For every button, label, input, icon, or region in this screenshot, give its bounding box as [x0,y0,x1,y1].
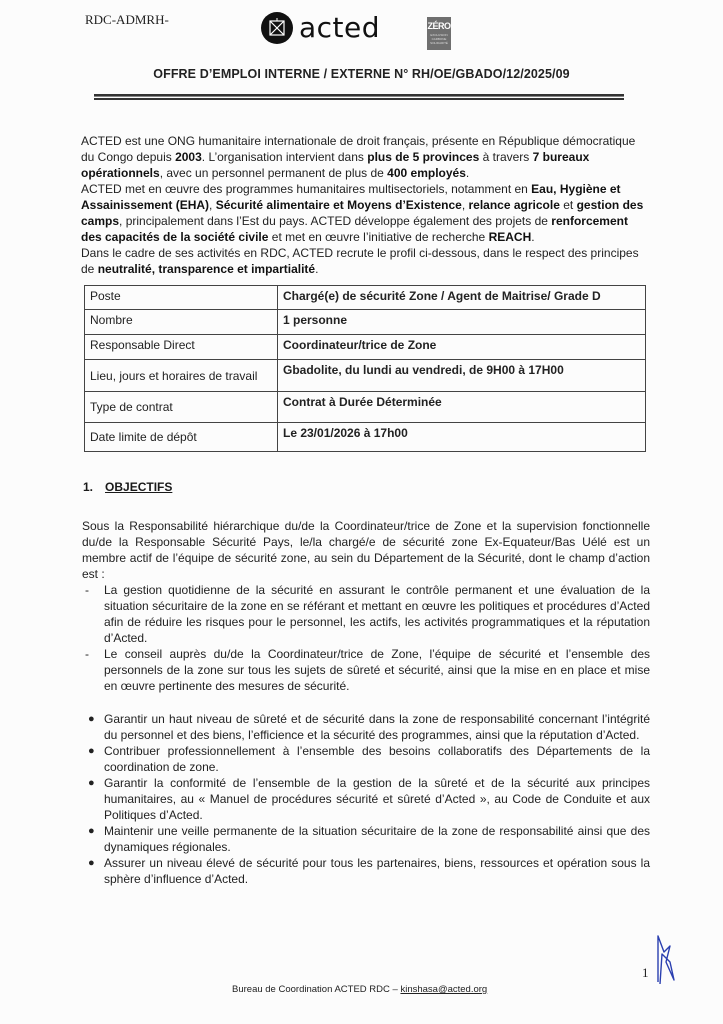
row-value: Chargé(e) de sécurité Zone / Agent de Maitrise/ Grade D [278,286,646,310]
page-number: 1 [642,965,649,980]
bullet-list [82,711,650,887]
row-value: Coordinateur/trice de Zone [278,335,646,360]
footer-email-link[interactable]: kinshasa@acted.org [400,984,488,995]
row-label: Poste [85,286,278,310]
list-item: ● Garantir la conformité de l’ensemble de la gestion de la sûreté et de la sécurité aux principes humanitaires, au « Manuel de procédures sécurité et sûreté d’Acted », au Code de Conduite et aux Politiques d’Acted. [88,776,650,822]
row-value: 1 personne [278,310,646,335]
list-item: ● Contribuer professionnellement à l’ensemble des besoins collaboratifs des Départements de la coordination de zone. [88,744,650,774]
list-item: ● Maintenir une veille permanente de la situation sécuritaire de la zone de responsabilité ainsi que des dynamiques régionales. [88,824,650,854]
section-heading-objectifs: 1. OBJECTIFS [83,480,173,494]
row-value: Gbadolite, du lundi au vendredi, de 9H00 à 17H00 [278,360,646,392]
bullet-icon: ● [88,825,95,837]
intro-paragraph-3: Dans le cadre de ses activités en RDC, ACTED recrute le profil ci-dessous, dans le respect des principes de neutralité, transparence et impartialité. [81,246,639,276]
table-row [85,335,646,360]
list-item: - La gestion quotidienne de la sécurité en assurant le contrôle permanent et une évaluation de la situation sécuritaire de la zone en se référant et mettant en œuvre les politiques et procédures d’Acted afin de réduire les risques pour le personnel, les actifs, les activités programmatiques et la réputation d’Acted. [85,583,650,645]
acted-x-circle-icon [261,12,293,44]
bullet-icon: ● [88,713,95,725]
table-row [85,392,646,423]
acted-logo [261,12,380,44]
intro-section [81,133,651,277]
list-item: ● Garantir un haut niveau de sûreté et de sécurité dans la zone de responsabilité concernant l’intégrité du personnel et des biens, l’efficience et la sécurité des programmes, ainsi que la réputation d’Acted. [88,712,650,742]
zero-exclusion-badge: ZÉRO EXCLUSION CARBONE SOLIDARITÉ [427,17,451,50]
acted-logo-text: acted [299,11,381,44]
table-row [85,360,646,392]
table-row [85,310,646,335]
row-value: Le 23/01/2026 à 17h00 [278,423,646,452]
row-label: Nombre [85,310,278,335]
list-item: - Le conseil auprès du/de la Coordinateur/trice de Zone, l’équipe de sécurité et l’ensemble des personnels de la zone sur tous les sujets de sûreté et sécurité, ainsi que la mise en en place et mise en œuvre pertinente des mesures de sécurité. [85,647,650,693]
bullet-icon: ● [88,745,95,757]
bullet-icon: ● [88,857,95,869]
document-reference: RDC-ADMRH- [85,12,169,27]
intro-paragraph-1: ACTED est une ONG humanitaire internationale de droit français, présente en République démocratique du Congo depuis 2003. L’organisation intervient dans plus de 5 provinces à travers 7 bureaux opérationnels, avec un personnel permanent de plus de 400 employés. [81,134,636,180]
title-divider [94,94,624,100]
page-footer: Bureau de Coordination ACTED RDC – kinshasa@acted.org [232,984,488,995]
row-label: Date limite de dépôt [85,423,278,452]
row-label: Lieu, jours et horaires de travail [85,360,278,392]
objectives-section [82,518,650,887]
bullet-icon: ● [88,777,95,789]
row-value: Contrat à Durée Déterminée [278,392,646,423]
row-label: Responsable Direct [85,335,278,360]
row-label: Type de contrat [85,392,278,423]
table-row [85,286,646,310]
dash-list [82,582,650,694]
signature-initials-icon [652,932,682,993]
dash-marker-icon: - [85,647,89,661]
dash-marker-icon: - [85,583,89,597]
job-offer-title: OFFRE D’EMPLOI INTERNE / EXTERNE N° RH/OE/GBADO/12/2025/09 [153,67,570,81]
objectives-lead: Sous la Responsabilité hiérarchique du/de la Coordinateur/trice de Zone et la supervision fonctionnelle du/de la Responsable Sécurité Pays, le/la chargé/e de sécurité zone Ex-Equateur/Bas Uélé est un membre actif de l’équipe de sécurité zone, au sein du Département de la Sécurité, dont le champ d’action est : [82,519,650,581]
intro-paragraph-2: ACTED met en œuvre des programmes humanitaires multisectoriels, notamment en Eau, Hygiène et Assainissement (EHA), Sécurité alimentaire et Moyens d’Existence, relance agricole et gestion des camps, principalement dans l’Est du pays. ACTED développe également des projets de renforcement des capacités de la société civile et met en œuvre l’initiative de recherche REACH. [81,182,644,244]
table-row [85,423,646,452]
list-item: ● Assurer un niveau élevé de sécurité pour tous les partenaires, biens, ressources et opération sous la sphère d’influence d’Acted. [88,856,650,886]
job-details-table [84,285,646,452]
